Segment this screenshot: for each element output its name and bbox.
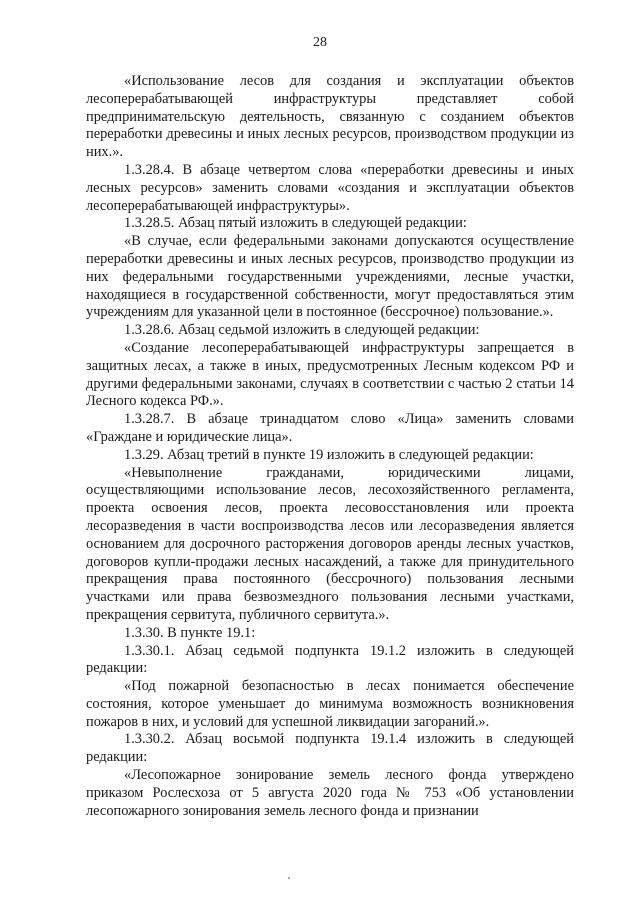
paragraph-1-3-30-2: 1.3.30.2. Абзац восьмой подпункта 19.1.4 изложить в следующей редакции: — [86, 731, 574, 766]
paragraph-quote-fire-safety: «Под пожарной безопасностью в лесах понимается обеспечение состояния, которое уменьшает до минимума возможность возникновения пожаров в них, и условий для успешной ликвидации загораний.». — [86, 678, 574, 730]
paragraph-1-3-30-1: 1.3.30.1. Абзац седьмой подпункта 19.1.2 изложить в следующей редакции: — [86, 642, 574, 677]
paragraph-1-3-30: 1.3.30. В пункте 19.1: — [124, 624, 256, 641]
document-body — [86, 73, 574, 820]
paragraph-1-3-28-6: 1.3.28.6. Абзац седьмой изложить в следующей редакции: — [124, 322, 480, 339]
paragraph-quote-non-compliance: «Невыполнение гражданами, юридическими лицами, осуществляющими использование лесов, лесохозяйственного регламента, проекта освоения лесов, проекта лесовосстановления или проекта лесоразведения в части воспроизводства лесов или лесоразведения является основанием для досрочного расторжения договоров аренды лесных участков, договоров купли-продажи лесных насаждений, а также для принудительного прекращения права постоянного (бессрочного) пользования лесными участками или права безвозмездного пользования лесными участками, прекращения сервитута, публичного сервитута.». — [86, 464, 574, 623]
paragraph-1-3-28-7: 1.3.28.7. В абзаце тринадцатом слово «Лица» заменить словами «Граждане и юридические лица». — [86, 411, 574, 445]
paragraph-1-3-29: 1.3.29. Абзац третий в пункте 19 изложить в следующей редакции: — [124, 446, 534, 463]
page-number: 28 — [313, 35, 327, 50]
paragraph-1-3-28-5: 1.3.28.5. Абзац пятый изложить в следующей редакции: — [124, 215, 467, 232]
paragraph-quote-fire-zoning: «Лесопожарное зонирование земель лесного фонда утверждено приказом Рослесхоза от 5 августа 2020 года № 753 «Об установлении лесопожарного зонирования земель лесного фонда и признании — [86, 767, 574, 819]
paragraph-1-3-28-4: 1.3.28.4. В абзаце четвертом слова «переработки древесины и иных лесных ресурсов» заменить словами «создания и эксплуатации объектов лесоперерабатывающей инфраструктуры». — [86, 161, 574, 214]
paragraph-quote-forest-use: «Использование лесов для создания и эксплуатации объектов лесоперерабатывающей инфраструктуры представляет собой предпринимательскую деятельность, связанную с созданием объектов переработки древесины и иных лесных ресурсов, производством продукции из них.». — [86, 73, 574, 161]
scan-speck — [288, 877, 290, 879]
paragraph-quote-infrastructure-ban: «Создание лесоперерабатывающей инфраструктуры запрещается в защитных лесах, а также в иных, предусмотренных Лесным кодексом РФ и другими федеральными законами, случаях в соответствии с частью 2 статьи 14 Лесного кодекса РФ.». — [86, 339, 574, 410]
paragraph-quote-federal-laws: «В случае, если федеральными законами допускаются осуществление переработки древесины и иных лесных ресурсов, производство продукции из них федеральными государственными учреждениями, лесные участки, находящиеся в государственной собственности, могут предоставляться этим учреждениям для указанной цели в постоянное (бессрочное) пользование.». — [86, 233, 574, 321]
